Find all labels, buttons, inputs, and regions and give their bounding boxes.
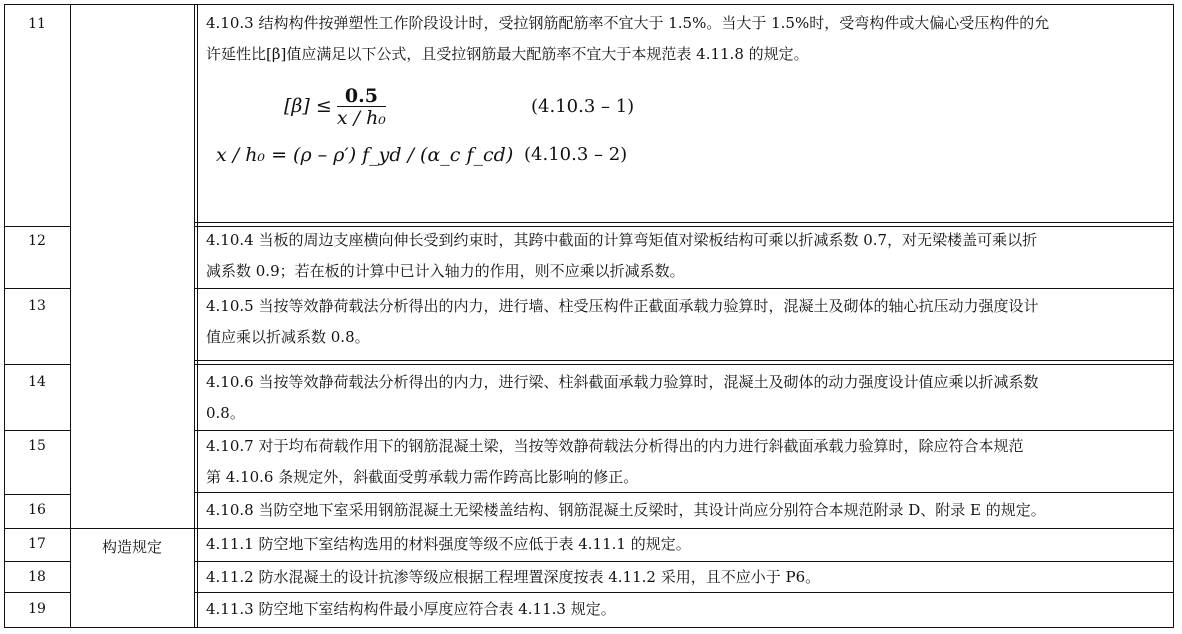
row-divider [194, 364, 1174, 365]
table-border-left [4, 4, 5, 628]
clause-text: 值应乘以折减系数 0.8。 [206, 328, 370, 346]
clause-text: 4.11.3 防空地下室结构构件最小厚度应符合表 4.11.3 规定。 [206, 600, 616, 618]
row-divider [194, 360, 1174, 361]
row-number: 19 [28, 601, 46, 617]
row-number: 14 [28, 374, 46, 390]
clause-text: 许延性比[β]值应满足以下公式，且受拉钢筋最大配筋率不宜大于本规范表 4.11.8 的规定。 [206, 45, 809, 63]
column-divider-2 [194, 4, 195, 628]
row-number: 15 [28, 438, 46, 454]
row-divider [4, 364, 71, 365]
clause-text: 4.10.4 当板的周边支座横向伸长受到约束时，其跨中截面的计算弯矩值对梁板结构可乘以折减系数 0.7，对无梁楼盖可乘以折 [206, 231, 1038, 249]
row-divider [4, 288, 71, 289]
formula-1-label: (4.10.3 – 1) [531, 96, 635, 117]
clause-text: 4.11.1 防空地下室结构选用的材料强度等级不应低于表 4.11.1 的规定。 [206, 535, 691, 553]
row-divider [194, 288, 1174, 289]
category-label: 构造规定 [101, 538, 162, 556]
row-divider [4, 430, 71, 431]
formula-1-fraction [337, 86, 386, 129]
row-divider [4, 592, 71, 593]
clause-text: 第 4.10.6 条规定外，斜截面受剪承载力需作跨高比影响的修正。 [206, 468, 639, 486]
formula-1-lhs: [β] ≤ [284, 95, 332, 117]
row-number: 18 [28, 569, 46, 585]
clause-text: 4.10.3 结构构件按弹塑性工作阶段设计时，受拉钢筋配筋率不宜大于 1.5%。当大于 1.5%时，受弯构件或大偏心受压构件的允 [206, 14, 1050, 32]
row-number: 11 [28, 16, 46, 32]
row-divider [4, 561, 71, 562]
row-number: 13 [28, 298, 46, 314]
table-border-right [1173, 4, 1174, 628]
row-number: 17 [28, 536, 46, 552]
table-border-top [4, 4, 1174, 5]
clause-text: 4.10.8 当防空地下室采用钢筋混凝土无梁楼盖结构、钢筋混凝土反梁时，其设计尚应分别符合本规范附录 D、附录 E 的规定。 [206, 501, 1046, 519]
formula-1 [284, 86, 386, 129]
row-number: 12 [28, 233, 46, 249]
formula-2: x / h₀ = (ρ – ρ′) f_yd / (α_c f_cd) [216, 144, 514, 166]
row-number: 16 [28, 502, 46, 518]
clause-text: 4.11.2 防水混凝土的设计抗渗等级应根据工程埋置深度按表 4.11.2 采用，且不应小于 P6。 [206, 568, 821, 586]
table-border-bottom [4, 627, 1174, 628]
column-divider-2b [197, 4, 198, 628]
row-divider [4, 494, 71, 495]
clause-text: 0.8。 [206, 404, 245, 422]
clause-text: 4.10.7 对于均布荷载作用下的钢筋混凝土梁，当按等效静荷载法分析得出的内力进行斜截面承载力验算时，除应符合本规范 [206, 437, 1024, 455]
spec-table [4, 4, 1174, 628]
row-divider [4, 226, 71, 227]
formula-1-denominator: x / h₀ [336, 107, 386, 129]
formula-1-numerator: 0.5 [337, 86, 386, 107]
clause-text: 4.10.6 当按等效静荷载法分析得出的内力，进行梁、柱斜截面承载力验算时，混凝土及砌体的动力强度设计值应乘以折减系数 [206, 373, 1039, 391]
clause-text: 4.10.5 当按等效静荷载法分析得出的内力，进行墙、柱受压构件正截面承载力验算时，混凝土及砌体的轴心抗压动力强度设计 [206, 297, 1039, 315]
row-divider [194, 222, 1174, 223]
clause-text: 减系数 0.9；若在板的计算中已计入轴力的作用，则不应乘以折减系数。 [206, 262, 685, 280]
formula-2-label: (4.10.3 – 2) [524, 144, 628, 165]
column-divider-1 [70, 4, 71, 628]
